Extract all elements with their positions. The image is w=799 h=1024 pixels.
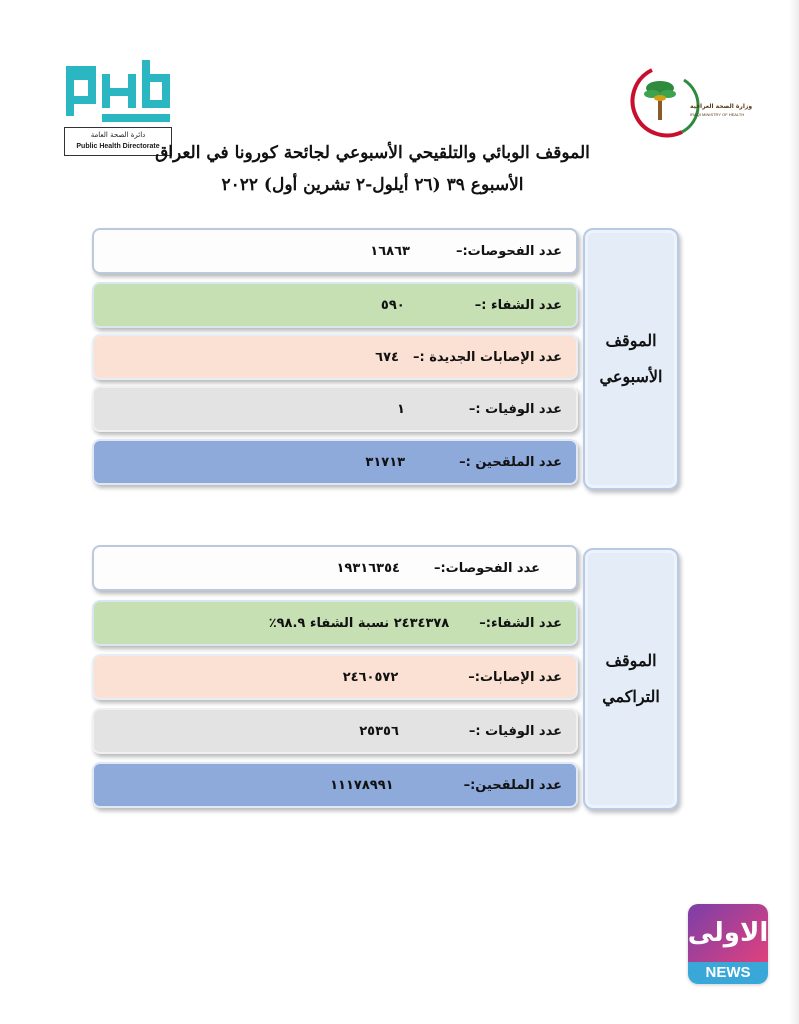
- alawla-news-logo: [688, 904, 768, 984]
- row-label: عدد الشفاء :–: [474, 297, 562, 313]
- row-label: عدد الفحوصات:–: [455, 243, 562, 259]
- row-label: عدد الملقحين :–: [459, 454, 562, 470]
- row-label: عدد الإصابات الجديدة :–: [412, 349, 562, 365]
- row-label: عدد الوفيات :–: [468, 723, 562, 739]
- weekly-status-label: [583, 228, 679, 490]
- cumulative-cases-row: [92, 654, 578, 700]
- report-subtitle-week: الأسبوع ٣٩ (٢٦ أيلول-٢ تشرين أول) ٢٠٢٢: [221, 175, 524, 195]
- cumulative-vaccinated-row: [92, 762, 578, 808]
- news-logo-english: NEWS: [688, 962, 768, 984]
- weekly-tests-row: [92, 228, 578, 274]
- row-value: ١٦٨٦٣: [370, 243, 410, 259]
- cumulative-status-label: [583, 548, 679, 810]
- row-label: عدد الشفاء:–: [479, 615, 562, 631]
- ministry-name-arabic: وزارة الصحة العراقية: [690, 103, 753, 110]
- weekly-deaths-row: [92, 386, 578, 432]
- page-edge-shadow: [789, 0, 799, 1024]
- cumulative-side-line2: التراكمي: [602, 687, 660, 706]
- report-title: الموقف الوبائي والتلقيحي الأسبوعي لجائحة كورونا في العراق: [155, 143, 590, 163]
- row-label: عدد الإصابات:–: [468, 669, 562, 685]
- row-value: ٢٤٦٠٥٧٢: [342, 669, 399, 685]
- ministry-of-health-logo: [622, 62, 726, 142]
- weekly-side-line1: الموقف: [605, 331, 657, 350]
- row-value: ١٩٣١٦٣٥٤: [336, 560, 400, 576]
- phd-caption-english: Public Health Directorate: [76, 143, 160, 150]
- weekly-new-cases-row: [92, 334, 578, 380]
- row-value: ٦٧٤: [375, 349, 399, 365]
- row-value: ١١١٧٨٩٩١: [330, 777, 394, 793]
- weekly-side-line2: الأسبوعي: [599, 367, 663, 386]
- row-value: ٢٥٣٥٦: [359, 723, 399, 739]
- cumulative-side-line1: الموقف: [605, 651, 657, 670]
- row-label: عدد الملقحين:–: [463, 777, 562, 793]
- row-value: ٥٩٠: [380, 297, 405, 313]
- news-logo-arabic: الاولى: [688, 904, 768, 962]
- row-value: ٣١٧١٣: [365, 454, 406, 470]
- cumulative-deaths-row: [92, 708, 578, 754]
- weekly-recoveries-row: [92, 282, 578, 328]
- cumulative-tests-row: [92, 545, 578, 591]
- ministry-name-english: IRAQI MINISTRY OF HEALTH: [690, 112, 745, 117]
- weekly-vaccinated-row: [92, 439, 578, 485]
- row-label: عدد الفحوصات:–: [433, 560, 540, 576]
- row-label: عدد الوفيات :–: [468, 401, 562, 417]
- row-value: ٢٤٣٤٣٧٨ نسبة الشفاء ٩٨.٩٪: [268, 615, 450, 631]
- row-value: ١: [396, 401, 405, 417]
- phd-caption-arabic: دائرة الصحة العامة: [90, 131, 146, 139]
- cumulative-recoveries-row: [92, 600, 578, 646]
